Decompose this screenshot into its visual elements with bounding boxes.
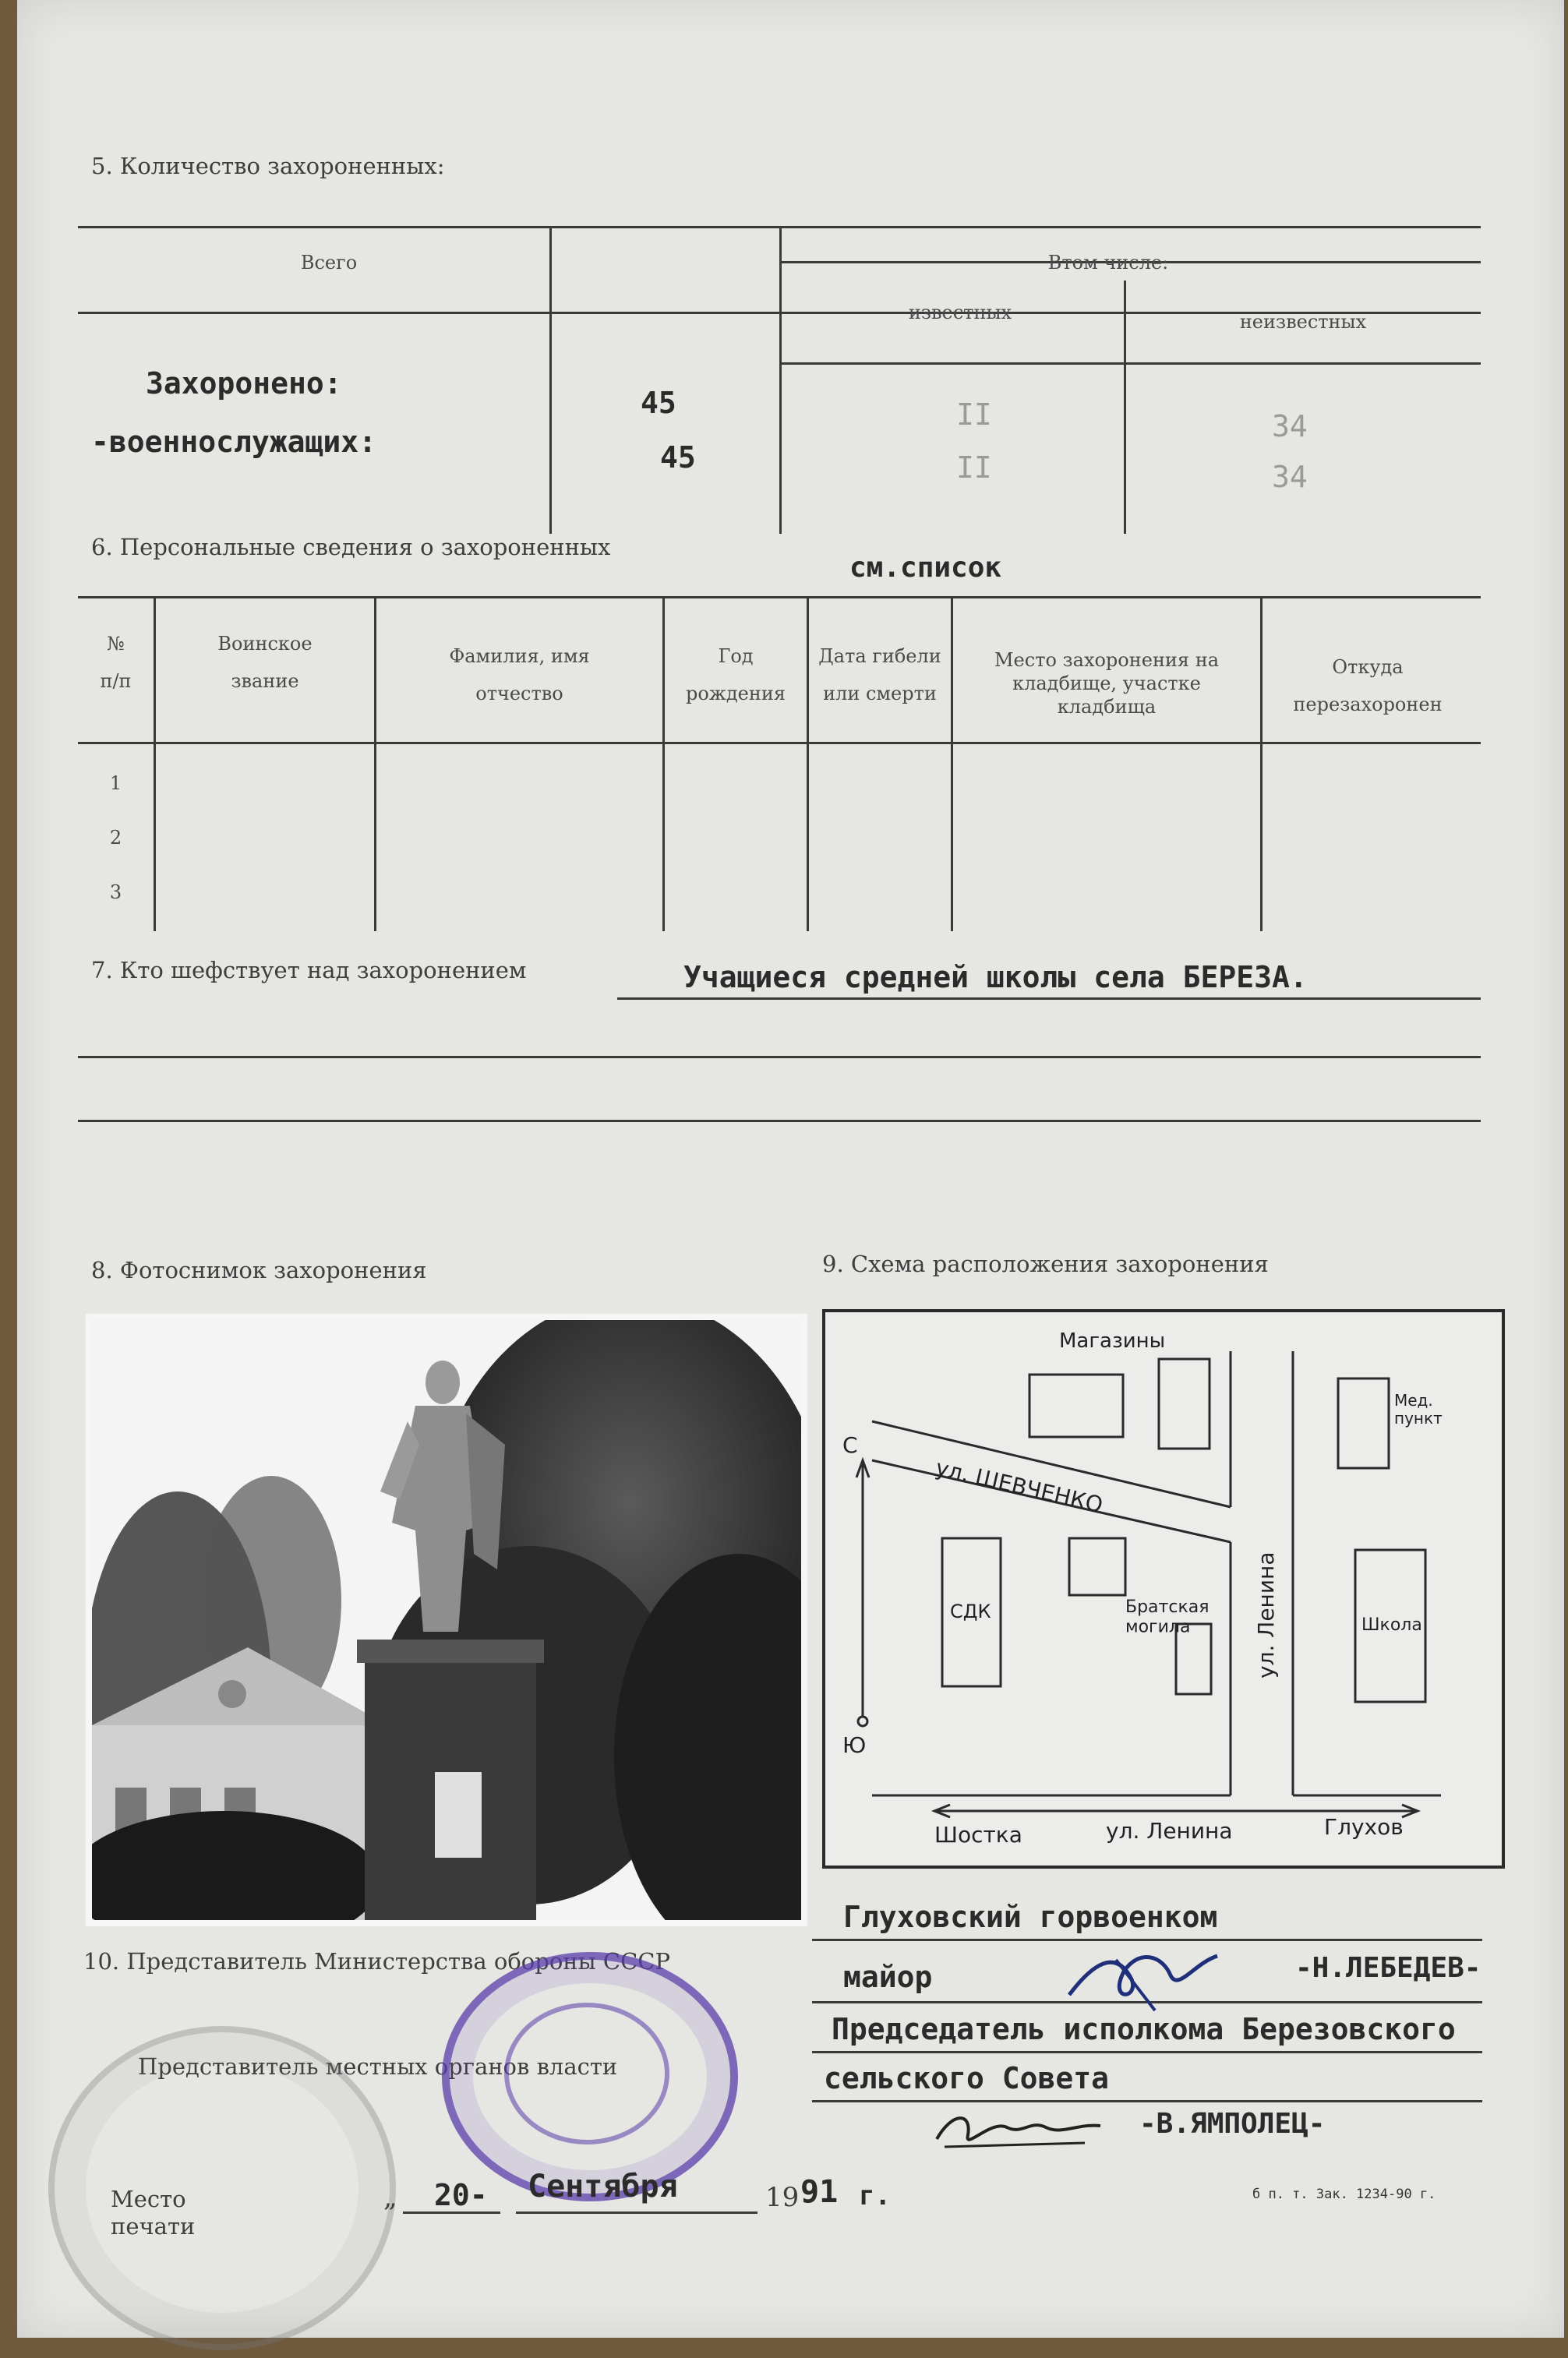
table6-vline-6 bbox=[1260, 596, 1263, 931]
local-underline-2 bbox=[812, 2100, 1482, 2102]
local-underline-1 bbox=[812, 2051, 1482, 2053]
label-sdk: СДК bbox=[950, 1601, 991, 1622]
section10-title-local: Представитель местных органов власти bbox=[138, 2053, 618, 2080]
mo-rank: майор bbox=[843, 1960, 933, 1994]
table5-vline-3 bbox=[1124, 281, 1126, 534]
seal-place-label: Место печати bbox=[111, 2186, 196, 2240]
memorial-photo-image bbox=[92, 1320, 801, 1920]
section5-title: 5. Количество захороненных: bbox=[91, 153, 445, 179]
mo-line-1: Глуховский горвоенком bbox=[843, 1900, 1218, 1934]
th-name: Фамилия, имя отчество bbox=[449, 645, 590, 704]
section10-title-mo: 10. Представитель Министерства обороны СССР bbox=[83, 1948, 670, 1975]
local-signature bbox=[929, 2096, 1116, 2159]
label-glukhov: Глухов bbox=[1324, 1814, 1404, 1840]
date-g: г. bbox=[859, 2180, 891, 2212]
section7-line-3 bbox=[78, 1120, 1481, 1122]
date-year-prefix: 19 bbox=[765, 2182, 800, 2213]
th-burial-place: Место захоронения на кладбище, участке кладбища bbox=[994, 649, 1220, 718]
local-name: -В.ЯМПОЛЕЦ- bbox=[1139, 2108, 1326, 2140]
table5-vline-1 bbox=[549, 226, 552, 534]
burial-photo bbox=[86, 1314, 807, 1926]
row-buried-unknown: 34 bbox=[1272, 409, 1308, 443]
label-street-shevchenko: ул. ШЕВЧЕНКО bbox=[933, 1454, 1106, 1519]
label-grave: Братская могила bbox=[1125, 1597, 1210, 1637]
date-day: 20- bbox=[434, 2178, 488, 2212]
table6-header-bottom bbox=[78, 742, 1481, 744]
section7-title: 7. Кто шефствует над захоронением bbox=[91, 957, 527, 983]
col-known-header: известных bbox=[908, 302, 1012, 323]
print-mark: б п. т. Зак. 1234-90 г. bbox=[1252, 2187, 1436, 2202]
row-buried-known: II bbox=[956, 397, 992, 432]
row-military-known: II bbox=[956, 450, 992, 485]
table6-top-line bbox=[78, 596, 1481, 598]
table5-vline-2 bbox=[779, 226, 782, 534]
mo-signature bbox=[1061, 1933, 1241, 2018]
table5-known-line bbox=[779, 362, 1481, 365]
row-military-label: -военнослужащих: bbox=[91, 425, 377, 459]
label-school: Школа bbox=[1361, 1615, 1422, 1635]
th-birth-year: Год рождения bbox=[685, 645, 786, 704]
section9-title: 9. Схема расположения захоронения bbox=[822, 1251, 1269, 1277]
faded-grey-stamp bbox=[48, 2026, 396, 2350]
section7-line-2 bbox=[78, 1056, 1481, 1058]
col-unknown-header: неизвестных bbox=[1239, 311, 1367, 333]
label-north: С bbox=[842, 1432, 858, 1458]
local-line-2: сельского Совета bbox=[824, 2061, 1110, 2095]
row-number-3: 3 bbox=[109, 881, 122, 903]
section8-title: 8. Фотоснимок захоронения bbox=[91, 1257, 427, 1283]
date-open-quote: „ bbox=[383, 2182, 397, 2213]
label-street-lenina-vertical: ул. Ленина bbox=[1253, 1551, 1279, 1678]
label-shostka: Шостка bbox=[934, 1822, 1022, 1848]
label-street-lenina-bottom: ул. Ленина bbox=[1106, 1818, 1233, 1844]
row-number-1: 1 bbox=[109, 772, 122, 794]
row-buried-label: Захоронено: bbox=[146, 366, 342, 401]
section6-note: см.список bbox=[849, 552, 1002, 584]
date-month-underline bbox=[516, 2212, 758, 2214]
th-reburied-from: Откуда перезахоронен bbox=[1293, 656, 1443, 715]
th-rank: Воинское звание bbox=[217, 633, 313, 692]
section7-underline bbox=[617, 997, 1481, 1000]
date-year-suffix: 91 bbox=[800, 2174, 839, 2210]
date-month: Сентября bbox=[528, 2169, 678, 2204]
row-number-2: 2 bbox=[109, 827, 122, 849]
row-buried-total: 45 bbox=[641, 386, 676, 420]
section7-value: Учащиеся средней школы села БЕРЕЗА. bbox=[683, 960, 1308, 994]
mo-name: -Н.ЛЕБЕДЕВ- bbox=[1295, 1952, 1481, 1984]
table6-vline-5 bbox=[951, 596, 953, 931]
location-scheme bbox=[822, 1309, 1505, 1869]
label-south: Ю bbox=[842, 1732, 867, 1758]
col-including-header: Втом числе: bbox=[1047, 252, 1169, 274]
label-med: Мед. пункт bbox=[1394, 1391, 1443, 1428]
label-shops: Магазины bbox=[1059, 1329, 1166, 1353]
row-military-unknown: 34 bbox=[1272, 460, 1308, 494]
document-sheet bbox=[17, 0, 1564, 2338]
scheme-drawing bbox=[825, 1312, 1502, 1866]
th-number: № п/п bbox=[100, 633, 132, 692]
purple-official-stamp bbox=[442, 1952, 738, 2201]
col-total-header: Всего bbox=[300, 252, 358, 274]
section6-title: 6. Персональные сведения о захороненных bbox=[91, 534, 611, 560]
row-military-total: 45 bbox=[660, 440, 696, 475]
th-death-date: Дата гибели или смерти bbox=[818, 645, 941, 704]
local-line-1: Председатель исполкома Березовского bbox=[832, 2012, 1456, 2046]
